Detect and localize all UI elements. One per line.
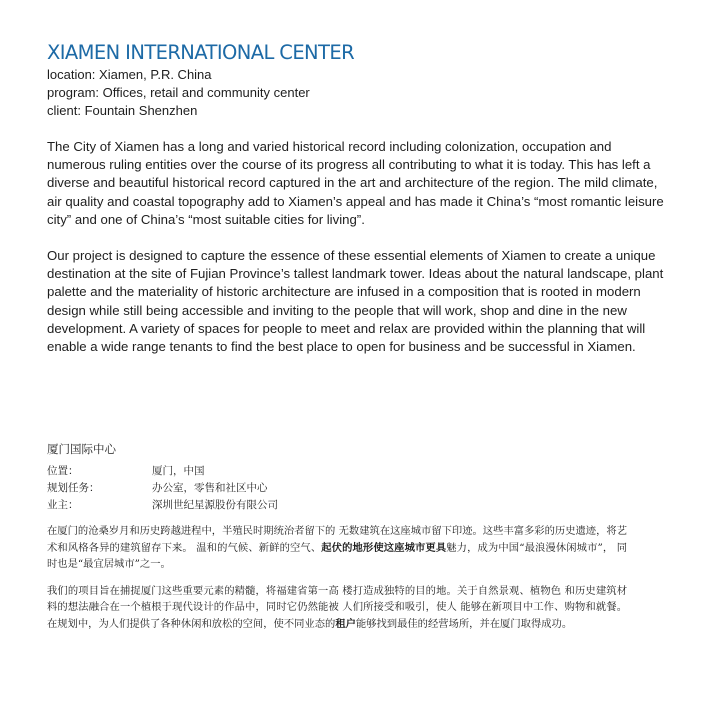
chinese-title: 厦门国际中心 [47,442,116,456]
chinese-program-value: 办公室，零售和社区中心 [152,482,268,494]
chinese-location-label: 位置： [47,465,79,477]
chinese-paragraph-project-part-b: 能够找到最佳的经营场所，并在厦门取得成功。 [355,617,573,630]
project-title: XIAMEN INTERNATIONAL CENTER [47,41,355,64]
chinese-paragraph-project [47,583,627,633]
english-paragraph-project: Our project is designed to capture the essence of these essential elements of Xiamen to create a unique destination at the site of Fujian Province’s tallest landmark tower. Ideas about the natural landscape, plant palette and the materiality of historic architecture are infused in a composition that is rooted in modern design while still being accessible and inviting to the people that will work, shop and dine in the new development. A variety of spaces for people to meet and relax are provided within the planning that will enable a wide range tenants to find the best place to open for business and be successful in Xiamen. [47,248,664,355]
chinese-paragraph-history-part-b: 魅力，成为中国“最浪漫休闲城市”， 同时也是“最宜居城市”之一。 [47,541,627,570]
english-paragraph-history: The City of Xiamen has a long and varied historical record including colonization, occupation and numerous ruling entities over the course of its progress all contributing to what it is today. This has left a diverse and beautiful historical record captured in the art and architecture of the region. The mild climate, air quality and coastal topography add to Xiamen’s appeal and has made it China’s “most romantic leisure city” and one of China’s “most suitable cities for living”. [47,139,664,227]
chinese-section [47,441,627,632]
chinese-program-label: 规划任务： [47,482,100,494]
chinese-paragraph-history [47,523,627,573]
location-line: location: Xiamen, P.R. China [47,67,212,82]
chinese-paragraph-history-bold: 起伏的地形使这座城市更具 [321,541,447,554]
chinese-paragraph-project-bold: 租户 [335,617,356,630]
chinese-location-value: 厦门，中国 [152,465,205,477]
chinese-program-row [47,480,627,497]
program-line: program: Offices, retail and community center [47,85,310,100]
chinese-client-value: 深圳世纪星源股份有限公司 [152,499,278,511]
chinese-paragraph-history-part-a: 在厦门的沧桑岁月和历史跨越进程中，半殖民时期统治者留下的 无数建筑在这座城市留下印迹。这些丰富多彩的历史遗迹，将艺 术和风格各异的建筑留存下来。 温和的气候、新鲜的空气、 [47,525,627,554]
chinese-location-row [47,463,627,480]
chinese-paragraph-project-part-a: 我们的项目旨在捕捉厦门这些重要元素的精髓，将福建省第一高 楼打造成独特的目的地。关于自然景观、植物色 和历史建筑材 料的想法融合在一个植根于现代设计的作品中，同时它仍然能被 人们所接受和吸引，使人 能够在新项目中工作、购物和就餐。 在规划中，为人们提供了各种休闲和放松的空间，使不同业态的 [47,584,627,630]
english-section [47,40,667,356]
chinese-client-row [47,497,627,514]
chinese-client-label: 业主： [47,499,79,511]
client-line: client: Fountain Shenzhen [47,103,198,118]
